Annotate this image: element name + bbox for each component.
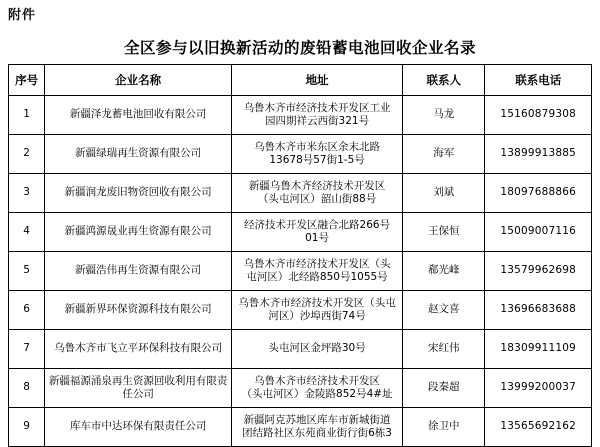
table-row bbox=[9, 408, 592, 447]
cell-index: 9 bbox=[9, 408, 45, 447]
cell-index: 7 bbox=[9, 330, 45, 369]
table-row bbox=[9, 96, 592, 135]
cell-address bbox=[232, 369, 403, 408]
enterprise-table-wrapper bbox=[8, 64, 592, 447]
address-line: 乌鲁木齐市经济技术开发区 bbox=[254, 374, 381, 387]
cell-enterprise-name: 新疆鸿源晟业再生资源有限公司 bbox=[45, 213, 232, 252]
cell-enterprise-name: 新疆浩伟再生资源有限公司 bbox=[45, 252, 232, 291]
cell-phone: 15009007116 bbox=[485, 213, 592, 252]
table-row bbox=[9, 369, 592, 408]
column-header-name: 企业名称 bbox=[45, 65, 232, 96]
cell-contact-person: 刘斌 bbox=[403, 174, 485, 213]
address-line: 乌鲁木齐市经济技术开发区（头屯 bbox=[238, 296, 396, 309]
address-line: 头屯河区金坪路30号 bbox=[268, 342, 366, 355]
cell-phone: 13999200037 bbox=[485, 369, 592, 408]
cell-index: 6 bbox=[9, 291, 45, 330]
cell-phone: 13579962698 bbox=[485, 252, 592, 291]
cell-address bbox=[232, 291, 403, 330]
cell-address bbox=[232, 330, 403, 369]
cell-phone: 13696683688 bbox=[485, 291, 592, 330]
attachment-label: 附件 bbox=[8, 8, 37, 23]
table-row bbox=[9, 330, 592, 369]
address-line: （头屯河区）韶山街88号 bbox=[257, 193, 377, 205]
cell-contact-person: 段秦超 bbox=[403, 369, 485, 408]
cell-index: 3 bbox=[9, 174, 45, 213]
cell-contact-person: 徐卫中 bbox=[403, 408, 485, 447]
table-body bbox=[9, 96, 592, 447]
cell-phone: 18097688866 bbox=[485, 174, 592, 213]
cell-contact-person: 赵文喜 bbox=[403, 291, 485, 330]
cell-enterprise-name: 新疆润龙废旧物资回收有限公司 bbox=[45, 174, 232, 213]
address-line: 新疆乌鲁木齐经济技术开发区 bbox=[248, 179, 386, 192]
cell-contact-person: 郗光峰 bbox=[403, 252, 485, 291]
cell-enterprise-name: 新疆福源涌泉再生资源回收利用有限责任公司 bbox=[45, 369, 232, 408]
cell-index: 1 bbox=[9, 96, 45, 135]
cell-contact-person: 宋红伟 bbox=[403, 330, 485, 369]
table-row bbox=[9, 252, 592, 291]
cell-address bbox=[232, 174, 403, 213]
cell-address bbox=[232, 96, 403, 135]
table-row bbox=[9, 213, 592, 252]
table-header bbox=[9, 65, 592, 96]
column-header-contact: 联系人 bbox=[403, 65, 485, 96]
cell-enterprise-name: 新疆泽龙蓄电池回收有限公司 bbox=[45, 96, 232, 135]
cell-index: 4 bbox=[9, 213, 45, 252]
cell-index: 2 bbox=[9, 135, 45, 174]
table-header-row bbox=[9, 65, 592, 96]
cell-enterprise-name: 库车市中达环保有限责任公司 bbox=[45, 408, 232, 447]
address-line: 屯河区）北经路850号1055号 bbox=[246, 271, 388, 283]
cell-contact-person: 王保恒 bbox=[403, 213, 485, 252]
cell-phone: 15160879308 bbox=[485, 96, 592, 135]
address-line: 河区）沙埠西街74号 bbox=[268, 310, 366, 322]
cell-address bbox=[232, 135, 403, 174]
cell-index: 8 bbox=[9, 369, 45, 408]
cell-address bbox=[232, 252, 403, 291]
column-header-phone: 联系电话 bbox=[485, 65, 592, 96]
cell-contact-person: 马龙 bbox=[403, 96, 485, 135]
cell-enterprise-name: 新疆绿瑞再生资源有限公司 bbox=[45, 135, 232, 174]
table-row bbox=[9, 291, 592, 330]
column-header-index: 序号 bbox=[9, 65, 45, 96]
address-line: 乌鲁木齐市经济技术开发区工业 bbox=[243, 101, 391, 114]
cell-index: 5 bbox=[9, 252, 45, 291]
column-header-address: 地址 bbox=[232, 65, 403, 96]
address-line: 团结路社区东苑商业街行街6栋3 bbox=[242, 427, 392, 439]
cell-contact-person: 海军 bbox=[403, 135, 485, 174]
cell-phone: 13565692162 bbox=[485, 408, 592, 447]
address-line: （头屯河区）金陵路852号4#址 bbox=[241, 388, 393, 400]
address-line: 新疆阿克苏地区库车市新城街道 bbox=[243, 413, 391, 426]
cell-enterprise-name: 新疆新界环保资源科技有限公司 bbox=[45, 291, 232, 330]
cell-address bbox=[232, 408, 403, 447]
address-line: 13678号57街1-5号 bbox=[269, 154, 365, 166]
cell-phone: 18309911109 bbox=[485, 330, 592, 369]
address-line: 01号 bbox=[305, 232, 329, 244]
table-row bbox=[9, 135, 592, 174]
enterprise-table bbox=[8, 64, 592, 447]
cell-phone: 13899913885 bbox=[485, 135, 592, 174]
table-row bbox=[9, 174, 592, 213]
page-title: 全区参与以旧换新活动的废铅蓄电池回收企业名录 bbox=[123, 39, 476, 57]
cell-enterprise-name: 乌鲁木齐市飞立平环保科技有限公司 bbox=[45, 330, 232, 369]
address-line: 乌鲁木齐市经济技术开发区（头 bbox=[243, 257, 391, 270]
address-line: 经济技术开发区融合北路266号 bbox=[244, 218, 391, 231]
cell-address bbox=[232, 213, 403, 252]
address-line: 乌鲁木齐市米东区余末北路 bbox=[254, 140, 381, 153]
address-line: 园四期祥云西街321号 bbox=[265, 115, 370, 127]
